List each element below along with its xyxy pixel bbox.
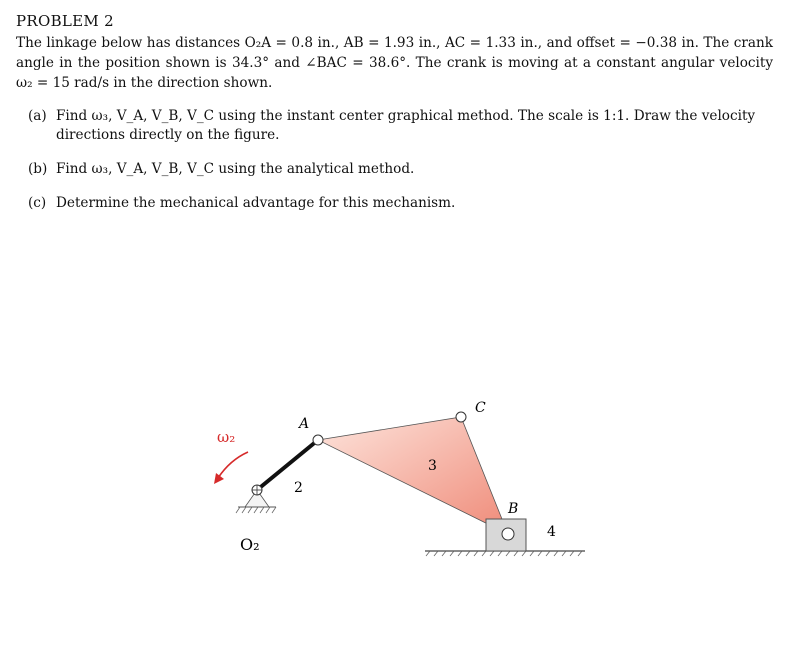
part-b bbox=[28, 160, 773, 179]
link-2-label: 2 bbox=[294, 480, 303, 496]
part-c-text: Determine the mechanical advantage for this mechanism. bbox=[56, 195, 456, 211]
ground-pivot-o2 bbox=[236, 485, 276, 513]
problem-intro: The linkage below has distances O₂A = 0.8 in., AB = 1.93 in., AC = 1.33 in., and offset = −0.38 in. The crank angle in the position shown is 34.3° and ∠BAC = 38.6°. The crank is moving at a constant angular velocity ω₂ = 15 rad/s in the direction shown. bbox=[16, 35, 773, 91]
part-b-label: (b) bbox=[28, 161, 48, 177]
part-a bbox=[28, 107, 773, 145]
omega-arrow-icon bbox=[214, 452, 248, 484]
point-c-label: C bbox=[475, 400, 486, 416]
problem-heading: PROBLEM 2 bbox=[16, 12, 114, 30]
point-b-label: B bbox=[508, 501, 519, 517]
joint-a bbox=[313, 435, 323, 445]
linkage-figure bbox=[190, 380, 610, 580]
ground-o2-label: O₂ bbox=[240, 535, 260, 554]
part-b-text: Find ω₃, V_A, V_B, V_C using the analytical method. bbox=[56, 161, 415, 177]
joint-b bbox=[502, 528, 514, 540]
omega-label: ω₂ bbox=[217, 428, 236, 446]
point-a-label: A bbox=[299, 416, 310, 432]
coupler-link-3 bbox=[318, 417, 508, 534]
joint-c bbox=[456, 412, 466, 422]
part-c-label: (c) bbox=[28, 195, 47, 211]
crank-link-2 bbox=[257, 440, 318, 490]
link-4-label: 4 bbox=[547, 524, 556, 540]
part-a-text: Find ω₃, V_A, V_B, V_C using the instant center graphical method. The scale is 1:1. Draw the velocity directions directly on the figure. bbox=[56, 108, 756, 143]
problem-parts bbox=[28, 107, 773, 228]
slider-ground-rail bbox=[425, 551, 585, 556]
part-a-label: (a) bbox=[28, 108, 47, 124]
part-c bbox=[28, 194, 773, 213]
link-3-label: 3 bbox=[428, 458, 437, 474]
